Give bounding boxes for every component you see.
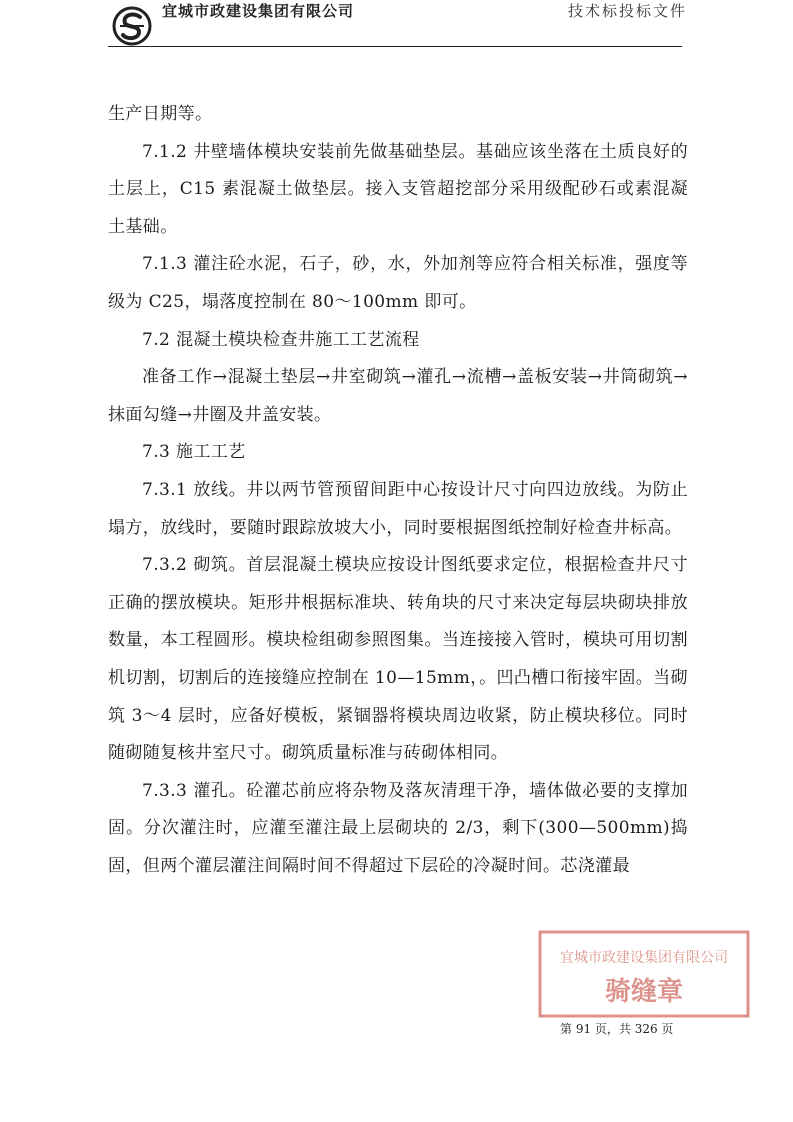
document-type: 技术标投标文件 xyxy=(568,2,688,20)
heading-7-3: 7.3 施工工艺 xyxy=(142,442,246,463)
paragraph-7-1-2: 7.1.2 井壁墙体模块安装前先做基础垫层。基础应该坐落在土质良好的土层上，C15 素混凝土做垫层。接入支管超挖部分采用级配砂石或素混凝土基础。 xyxy=(108,141,688,237)
paragraph-process-flow: 准备工作→混凝土垫层→井室砌筑→灌孔→流槽→盖板安装→井筒砌筑→抹面勾缝→井圈及井盖安装。 xyxy=(108,367,688,425)
paragraph-7-1-3: 7.1.3 灌注砼水泥，石子，砂，水，外加剂等应符合相关标准，强度等级为 C25，塌落度控制在 80～100mm 即可。 xyxy=(108,254,688,312)
company-name: 宜城市政建设集团有限公司 xyxy=(162,2,355,20)
page-header xyxy=(0,0,793,48)
paragraph-7-3-3: 7.3.3 灌孔。砼灌芯前应将杂物及落灰清理干净，墙体做必要的支撑加固。分次灌注时，应灌至灌注最上层砌块的 2/3，剩下(300—500mm)捣固，但两个灌层灌注间隔时间不得超过下层砼的冷凝时间。芯浇灌最 xyxy=(108,780,688,876)
page-number: 第 91 页，共 326 页 xyxy=(560,1022,674,1036)
stamp-seal-text: 骑缝章 xyxy=(604,977,684,1007)
paragraph-7-3-2: 7.3.2 砌筑。首层混凝土模块应按设计图纸要求定位，根据检查井尺寸正确的摆放模块。矩形井根据标准块、转角块的尺寸来决定每层块砌块排放数量，本工程圆形。模块检组砌参照图集。当连接接入管时，模块可用切割机切割，切割后的连接缝应控制在 10—15mm，。凹凸槽口衔接牢固。当砌筑 3～4 层时，应备好模板，紧锢器将模块周边收紧，防止模块移位。同时随砌随复核井室尺寸。砌筑质量标准与砖砌体相同。 xyxy=(108,555,688,764)
header-divider xyxy=(108,46,682,47)
seam-seal-stamp xyxy=(536,928,752,1020)
document-body xyxy=(108,96,688,885)
paragraph-7-3-1: 7.3.1 放线。井以两节管预留间距中心按设计尺寸向四边放线。为防止塌方，放线时，要随时跟踪放坡大小，同时要根据图纸控制好检查井标高。 xyxy=(108,479,688,538)
company-logo-icon xyxy=(112,6,152,46)
stamp-company-text: 宜城市政建设集团有限公司 xyxy=(560,950,728,966)
heading-7-2: 7.2 混凝土模块检查井施工工艺流程 xyxy=(142,329,420,350)
paragraph-continuation: 生产日期等。 xyxy=(108,104,213,124)
